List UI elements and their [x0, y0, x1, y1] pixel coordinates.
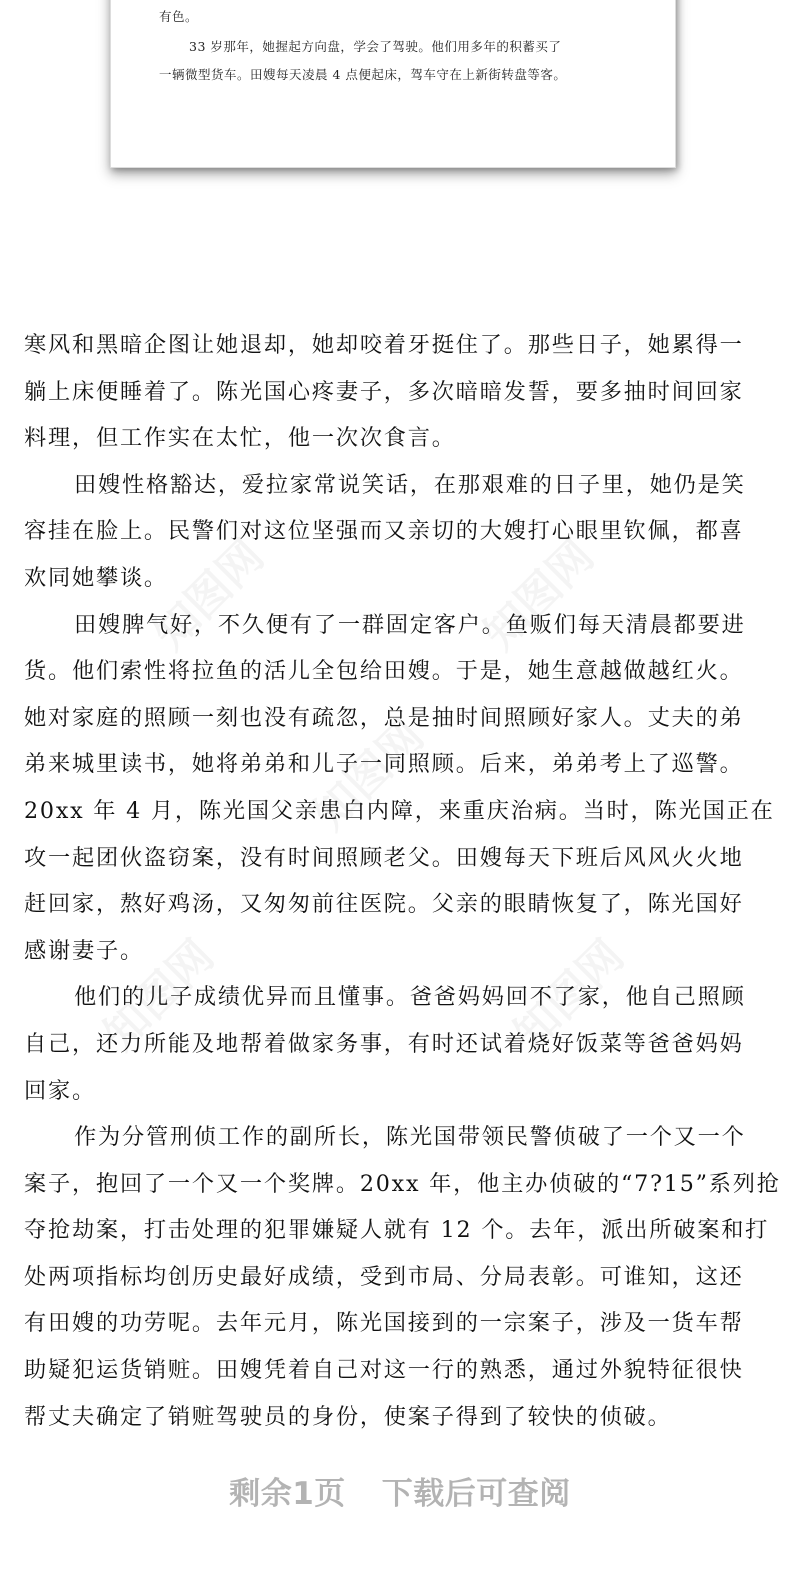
- article-body: [24, 322, 781, 1440]
- text-line: 夺抢劫案，打击处理的犯罪嫌疑人就有 12 个。去年，派出所破案和打: [24, 1217, 770, 1244]
- text-line: 料理，但工作实在太忙，他一次次食言。: [24, 425, 456, 452]
- text-line: 回家。: [24, 1077, 96, 1104]
- text-line: 案子，抱回了一个又一个奖牌。20xx 年，他主办侦破的“7?15”系列抢: [24, 1170, 781, 1197]
- text-line: 作为分管刑侦工作的副所长，陈光国带领民警侦破了一个又一个: [74, 1124, 746, 1151]
- preview-line: 一辆微型货车。田嫂每天凌晨 4 点便起床，驾车守在上新街转盘等客。: [159, 67, 567, 82]
- text-line: 处两项指标均创历史最好成绩，受到市局、分局表彰。可谁知，这还: [24, 1263, 744, 1290]
- download-to-view-label[interactable]: 下载后可查阅: [381, 1476, 571, 1512]
- text-line: 感谢妻子。: [24, 937, 144, 964]
- preview-line: 33 岁那年，她握起方向盘，学会了驾驶。他们用多年的积蓄买了: [189, 39, 562, 54]
- preview-line: 有色。: [159, 9, 199, 24]
- text-line: 助疑犯运货销赃。田嫂凭着自己对这一行的熟悉，通过外貌特征很快: [24, 1357, 744, 1384]
- text-line: 弟来城里读书，她将弟弟和儿子一同照顾。后来，弟弟考上了巡警。: [24, 751, 744, 778]
- text-line: 躺上床便睡着了。陈光国心疼妻子，多次暗暗发誓，要多抽时间回家: [24, 378, 744, 405]
- text-line: 攻一起团伙盗窃案，没有时间照顾老父。田嫂每天下班后风风火火地: [24, 844, 744, 871]
- text-line: 寒风和黑暗企图让她退却，她却咬着牙挺住了。那些日子，她累得一: [24, 332, 744, 358]
- text-line: 她对家庭的照顾一刻也没有疏忽，总是抽时间照顾好家人。丈夫的弟: [24, 704, 744, 731]
- download-prompt[interactable]: [0, 1468, 800, 1513]
- text-line: 货。他们索性将拉鱼的活儿全包给田嫂。于是，她生意越做越红火。: [24, 658, 744, 685]
- text-line: 容挂在脸上。民警们对这位坚强而又亲切的大嫂打心眼里钦佩，都喜: [24, 518, 744, 545]
- text-line: 他们的儿子成绩优异而且懂事。爸爸妈妈回不了家，他自己照顾: [74, 984, 746, 1011]
- text-line: 田嫂脾气好，不久便有了一群固定客户。鱼贩们每天清晨都要进: [74, 611, 746, 638]
- text-line: 自己，还力所能及地帮着做家务事，有时还试着烧好饭菜等爸爸妈妈: [24, 1030, 744, 1057]
- text-line: 田嫂性格豁达，爱拉家常说笑话，在那艰难的日子里，她仍是笑: [74, 471, 746, 498]
- text-line: 欢同她攀谈。: [24, 564, 168, 591]
- previous-page-preview: [110, 0, 676, 168]
- text-line: 20xx 年 4 月，陈光国父亲患白内障，来重庆治病。当时，陈光国正在: [24, 797, 775, 824]
- text-line: 赶回家，熬好鸡汤，又匆匆前往医院。父亲的眼睛恢复了，陈光国好: [24, 891, 744, 918]
- remaining-pages-label[interactable]: 剩余1页: [229, 1476, 346, 1512]
- text-line: 有田嫂的功劳呢。去年元月，陈光国接到的一宗案子，涉及一货车帮: [24, 1310, 744, 1337]
- text-line: 帮丈夫确定了销赃驾驶员的身份，使案子得到了较快的侦破。: [24, 1403, 672, 1430]
